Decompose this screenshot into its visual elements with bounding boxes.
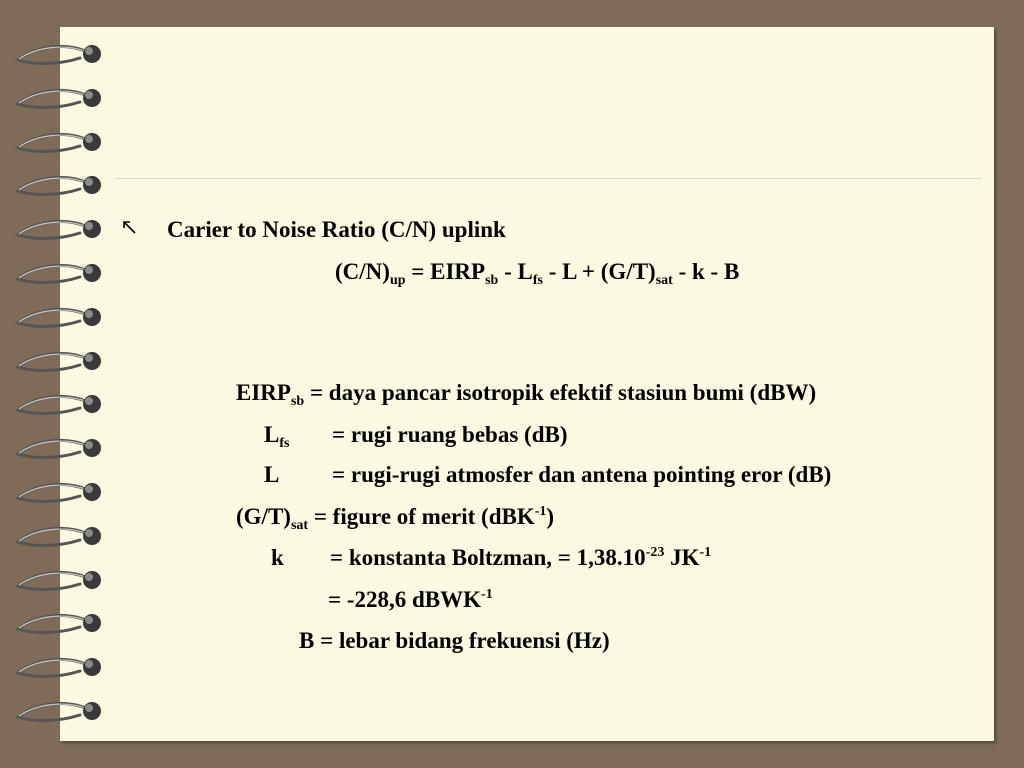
spiral-ring xyxy=(10,653,105,683)
spiral-ring xyxy=(10,609,105,639)
spiral-ring xyxy=(10,303,105,333)
spiral-ring xyxy=(10,434,105,464)
spiral-ring xyxy=(10,215,105,245)
def-lfs-text: = rugi ruang bebas (dB) xyxy=(332,422,568,447)
def-l-text: = rugi-rugi atmosfer dan antena pointing eror (dB) xyxy=(332,462,832,487)
arrow-up-left-icon xyxy=(120,218,138,236)
spiral-ring xyxy=(10,40,105,70)
def-lfs-symbol: $L_{fs}$ xyxy=(264,422,290,451)
spiral-ring xyxy=(10,522,105,552)
def-k-symbol: k xyxy=(271,545,284,570)
spiral-binding xyxy=(0,0,110,768)
def-k-dbwk: = -228,6 dBWK$^{-1}$ xyxy=(328,587,493,612)
spiral-ring xyxy=(10,259,105,289)
cn-formula: $(C/N)_{up}$ = $EIRP_{sb} - L_{fs} - L + (G/T)_{sat} - k - B$ xyxy=(335,259,740,288)
spiral-ring xyxy=(10,566,105,596)
def-k-text: = konstanta Boltzman, = $1,38.10^{-23}$ $JK^{-1}$ xyxy=(330,545,712,570)
title-divider xyxy=(115,178,982,179)
spiral-ring xyxy=(10,128,105,158)
slide-heading: Carier to Noise Ratio (C/N) uplink xyxy=(167,217,506,242)
def-b: B = lebar bidang frekuensi (Hz) xyxy=(299,628,610,653)
spiral-ring xyxy=(10,347,105,377)
spiral-ring xyxy=(10,697,105,727)
spiral-ring xyxy=(10,84,105,114)
def-gt: $(G/T)_{sat}$ = figure of merit (dBK$^{-1}$) xyxy=(236,504,555,533)
spiral-ring xyxy=(10,478,105,508)
def-eirp: $EIRP_{sb}$ = daya pancar isotropik efektif stasiun bumi (dBW) xyxy=(236,380,817,409)
spiral-ring xyxy=(10,171,105,201)
def-l-symbol: L xyxy=(264,462,280,487)
spiral-ring xyxy=(10,390,105,420)
